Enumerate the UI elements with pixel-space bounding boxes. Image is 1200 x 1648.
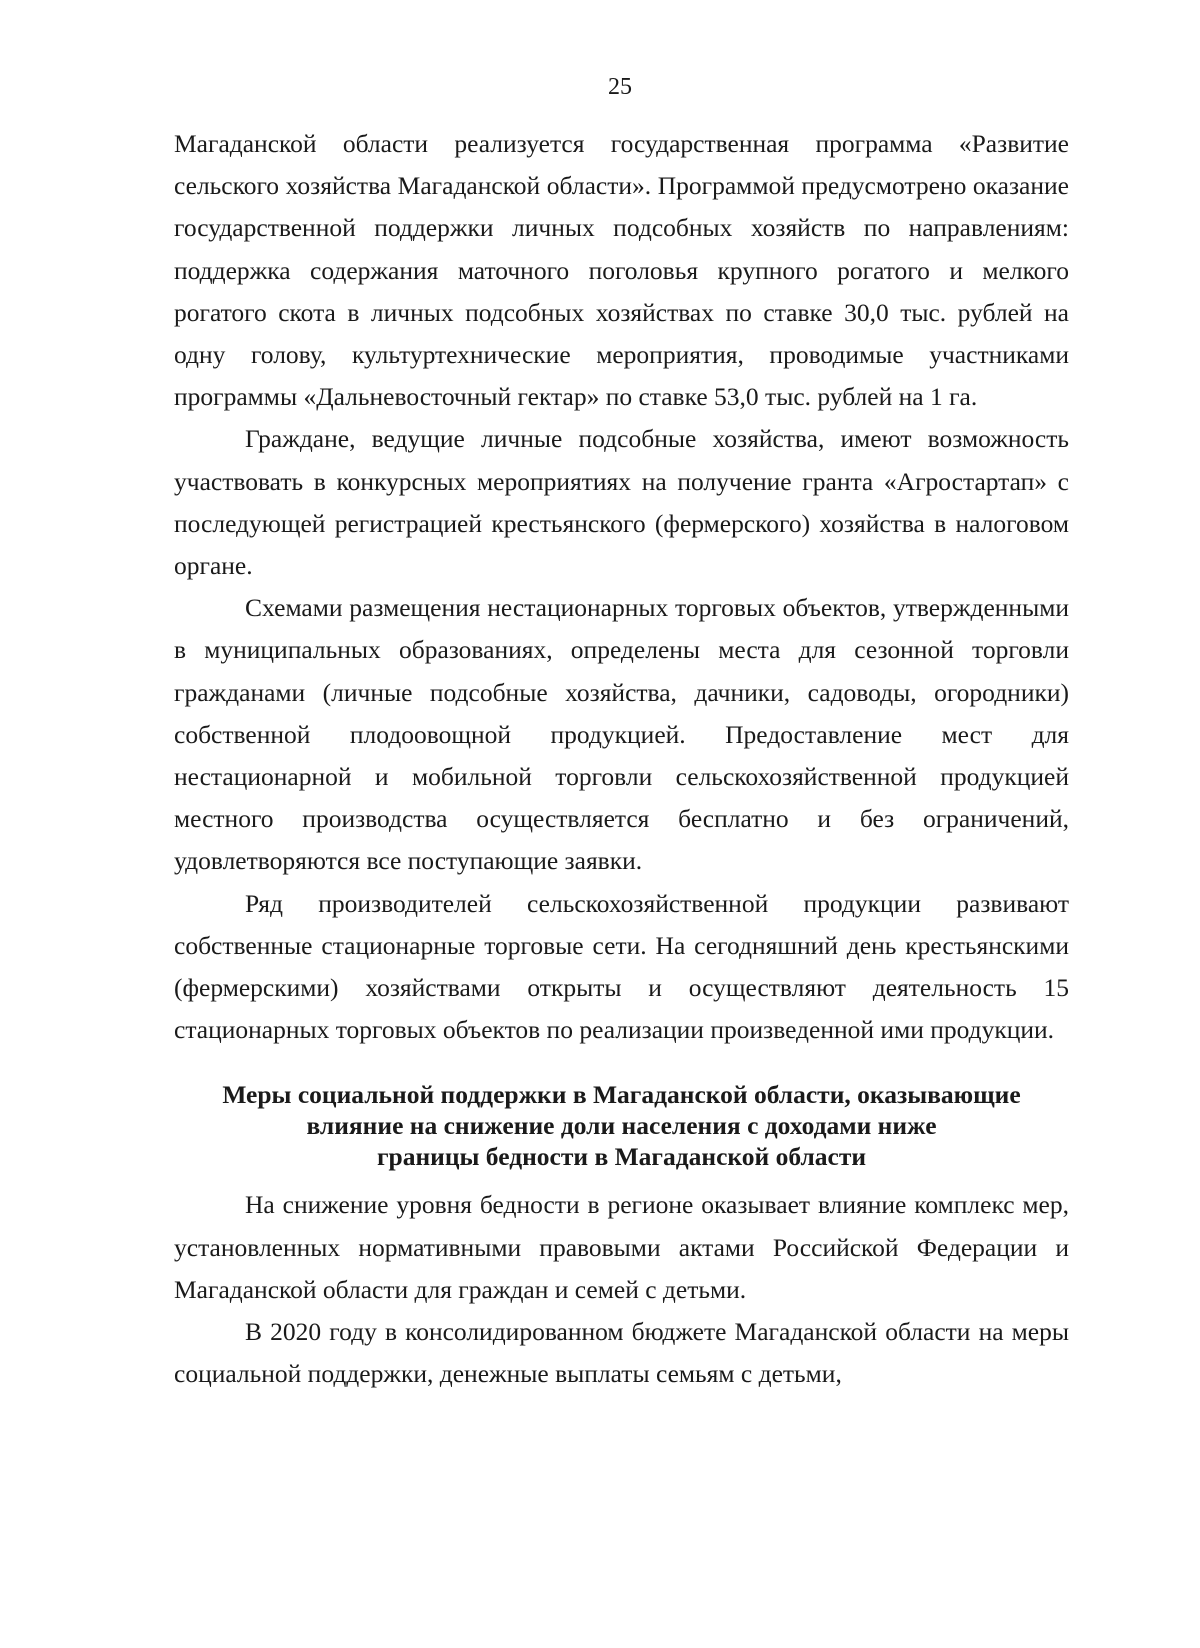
- paragraph-seasonal-trade: Схемами размещения нестационарных торговых объектов, утвержденными в муниципальных образованиях, определены места для сезонной торговли гражданами (личные подсобные хозяйства, дачники, садоводы, огородники) собственной плодоовощной продукцией. Предоставление мест для нестационарной и мобильной торговли сельскохозяйственной продукцией местного производства осуществляется бесплатно и без ограничений, удовлетворяются все поступающие заявки.: [174, 593, 1069, 876]
- section-heading-line: влияние на снижение доли населения с доходами ниже: [306, 1111, 937, 1141]
- page-number: 25: [608, 74, 632, 100]
- section-heading-line: Меры социальной поддержки в Магаданской области, оказывающие: [222, 1080, 1021, 1110]
- paragraph-poverty-measures: На снижение уровня бедности в регионе оказывает влияние комплекс мер, установленных нормативными правовыми актами Российской Федерации и Магаданской области для граждан и семей с детьми.: [174, 1190, 1069, 1304]
- section-heading: [174, 1079, 1069, 1172]
- paragraph-agrostartup-grant: Граждане, ведущие личные подсобные хозяйства, имеют возможность участвовать в конкурсных мероприятиях на получение гранта «Агростартап» с последующей регистрацией крестьянского (фермерского) хозяйства в налоговом органе.: [174, 424, 1069, 581]
- paragraph-budget-2020: В 2020 году в консолидированном бюджете Магаданской области на меры социальной поддержки, денежные выплаты семьям с детьми,: [174, 1317, 1069, 1389]
- paragraph-program-support: Магаданской области реализуется государственная программа «Развитие сельского хозяйства Магаданской области». Программой предусмотрено оказание государственной поддержки личных подсобных хозяйств по направлениям: поддержка содержания маточного поголовья крупного рогатого и мелкого рогатого скота в личных подсобных хозяйствах по ставке 30,0 тыс. рублей на одну голову, культуртехнические мероприятия, проводимые участниками программы «Дальневосточный гектар» по ставке 53,0 тыс. рублей на 1 га.: [174, 129, 1069, 412]
- page-body: [174, 123, 1069, 1395]
- section-heading-line: границы бедности в Магаданской области: [376, 1142, 867, 1172]
- paragraph-farm-retail: Ряд производителей сельскохозяйственной продукции развивают собственные стационарные торговые сети. На сегодняшний день крестьянскими (фермерскими) хозяйствами открыты и осуществляют деятельность 15 стационарных торговых объектов по реализации произведенной ими продукции.: [174, 888, 1069, 1045]
